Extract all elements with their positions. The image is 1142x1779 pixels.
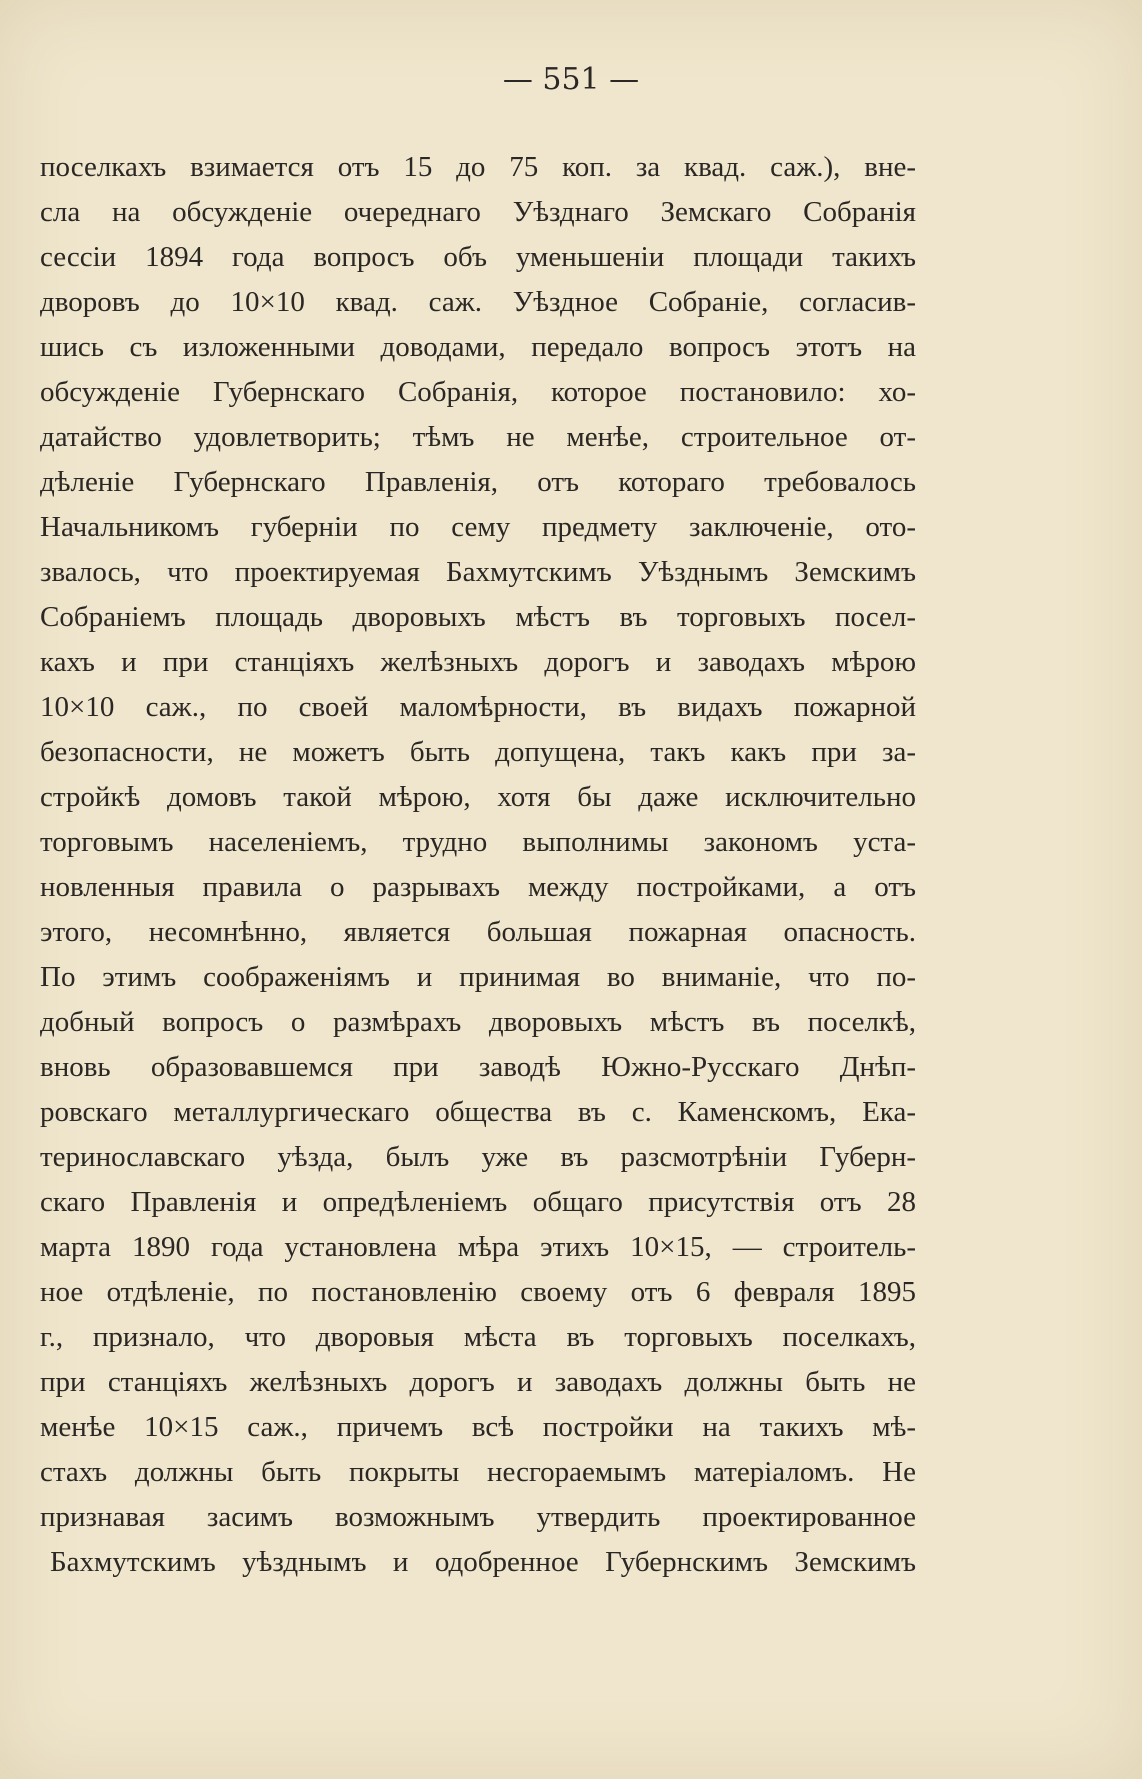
text-line: поселкахъ взимается отъ 15 до 75 коп. за квад. саж.), вне- <box>40 151 916 183</box>
text-line: 10×10 саж., по своей маломѣрности, въ видахъ пожарной <box>40 691 916 723</box>
text-line: Бахмутскимъ уѣзднымъ и одобренное Губернскимъ Земскимъ <box>50 1546 916 1578</box>
text-line: марта 1890 года установлена мѣра этихъ 10×15, — строитель- <box>40 1231 916 1263</box>
text-line: сла на обсужденіе очереднаго Уѣзднаго Земскаго Собранія <box>40 196 916 228</box>
text-line: Начальникомъ губерніи по сему предмету заключеніе, ото- <box>40 511 916 543</box>
text-line: датайство удовлетворить; тѣмъ не менѣе, строительное от- <box>40 421 916 453</box>
text-line: стройкѣ домовъ такой мѣрою, хотя бы даже исключительно <box>40 781 916 813</box>
text-line: дворовъ до 10×10 квад. саж. Уѣздное Собраніе, согласив- <box>40 286 916 318</box>
text-line: этого, несомнѣнно, является большая пожарная опасность. <box>40 916 916 948</box>
text-line: Собраніемъ площадь дворовыхъ мѣстъ въ торговыхъ посел- <box>40 601 916 633</box>
text-line: шись съ изложенными доводами, передало вопросъ этотъ на <box>40 331 916 363</box>
text-line: ровскаго металлургическаго общества въ с. Каменскомъ, Ека- <box>40 1096 916 1128</box>
text-line: сессіи 1894 года вопросъ объ уменьшеніи площади такихъ <box>40 241 916 273</box>
text-line: ное отдѣленіе, по постановленію своему отъ 6 февраля 1895 <box>40 1276 916 1308</box>
text-line: обсужденіе Губернскаго Собранія, которое постановило: хо- <box>40 376 916 408</box>
text-line: г., признало, что дворовыя мѣста въ торговыхъ поселкахъ, <box>40 1321 916 1353</box>
text-line: скаго Правленія и опредѣленіемъ общаго присутствія отъ 28 <box>40 1186 916 1218</box>
text-line: теринославскаго уѣзда, былъ уже въ разсмотрѣніи Губерн- <box>40 1141 916 1173</box>
body-text <box>40 145 916 1585</box>
text-line: торговымъ населеніемъ, трудно выполнимы закономъ уста- <box>40 826 916 858</box>
text-line: По этимъ соображеніямъ и принимая во вниманіе, что по- <box>40 961 916 993</box>
text-line: звалось, что проектируемая Бахмутскимъ Уѣзднымъ Земскимъ <box>40 556 916 588</box>
text-line: дѣленіе Губернскаго Правленія, отъ котораго требовалось <box>40 466 916 498</box>
text-line: вновь образовавшемся при заводѣ Южно-Русскаго Днѣп- <box>40 1051 916 1083</box>
text-line: новленныя правила о разрывахъ между постройками, а отъ <box>40 871 916 903</box>
text-line: кахъ и при станціяхъ желѣзныхъ дорогъ и заводахъ мѣрою <box>40 646 916 678</box>
text-line: добный вопросъ о размѣрахъ дворовыхъ мѣстъ въ поселкѣ, <box>40 1006 916 1038</box>
text-line: стахъ должны быть покрыты несгораемымъ матеріаломъ. Не <box>40 1456 916 1488</box>
text-line: при станціяхъ желѣзныхъ дорогъ и заводахъ должны быть не <box>40 1366 916 1398</box>
text-line: менѣе 10×15 саж., причемъ всѣ постройки на такихъ мѣ- <box>40 1411 916 1443</box>
page-number: — 551 — <box>502 62 640 97</box>
text-line: безопасности, не можетъ быть допущена, такъ какъ при за- <box>40 736 916 768</box>
text-line: признавая засимъ возможнымъ утвердить проектированное <box>40 1501 916 1533</box>
